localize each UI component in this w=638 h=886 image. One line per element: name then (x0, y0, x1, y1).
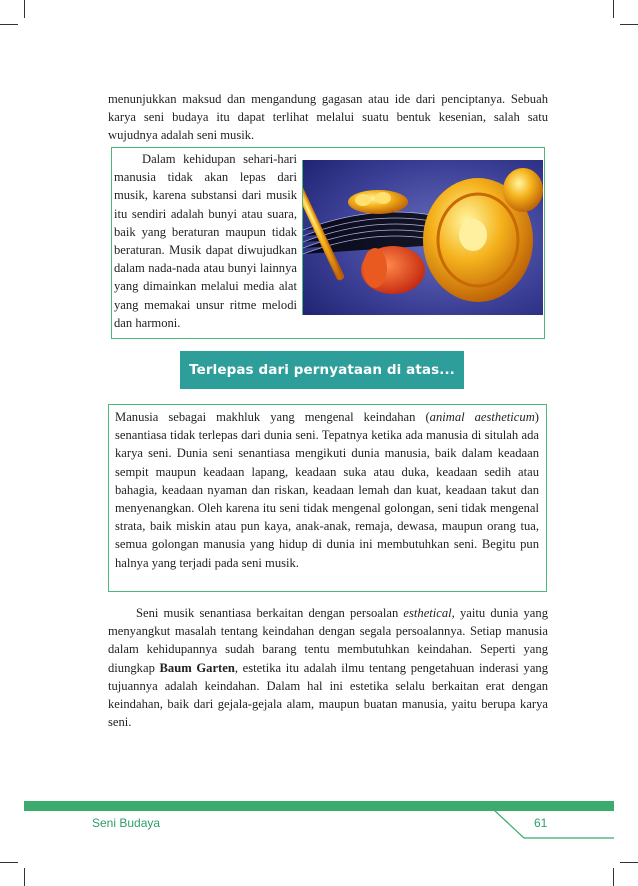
instruments-image (302, 160, 543, 315)
quote-italic-term: animal aestheticum (429, 410, 535, 424)
section-banner: Terlepas dari pernyataan di atas... (180, 351, 464, 389)
crop-mark (613, 868, 614, 886)
closing-bold-name: Baum Garten (159, 660, 235, 675)
crop-mark (620, 24, 638, 25)
page-number: 61 (534, 816, 548, 830)
closing-text-3: , estetika itu adalah ilmu tentang pengetahuan inderasi yang tujuannya adalah keindahan. Dalam hal ini estetika selalu berkaitan erat dengan keindahan, baik dari gejala-gejala alam, maupun buatan manusia, yaitu berupa karya seni. (108, 660, 548, 730)
quote-box (108, 404, 547, 592)
closing-paragraph (108, 604, 548, 731)
quote-box-text (115, 408, 539, 572)
quote-text-before: Manusia sebagai makhluk yang mengenal keindahan ( (115, 410, 430, 424)
quote-text-after: ) senantiasa tidak terlepas dari dunia seni. Tepatnya ketika ada manusia di situlah ada karya seni. Dunia seni senantiasa mengikuti dunia manusia, baik dalam keadaan sempit maupun keadaan lapang, keadaan suka atau duka, keadaan sedih atau bahagia, keadaan nyaman dan riskan, keadaan lemah dan kuat, keadaan takut dan menyenangkan. Oleh karena itu seni tidak mengenal golongan, seni tidak mengenal strata, baik miskin atau pun kaya, anak-anak, remaja, dewasa, maupun orang tua, semua golongan manusia yang hidup di dunia ini membutuhkan seni. Begitu pun halnya yang terjadi pada seni musik. (115, 410, 539, 570)
crop-mark (24, 0, 25, 18)
closing-italic-term: esthetical, (403, 606, 455, 620)
crop-mark (24, 868, 25, 886)
closing-text-1: Seni musik senantiasa berkaitan dengan persoalan (136, 606, 404, 620)
info-box (111, 147, 545, 339)
crop-mark (613, 0, 614, 18)
crop-mark (0, 862, 18, 863)
footer-book-title: Seni Budaya (92, 816, 161, 830)
crop-mark (0, 24, 18, 25)
intro-paragraph: menunjukkan maksud dan mengandung gagasan atau ide dari penciptanya. Sebuah karya seni budaya itu dapat terlihat melalui suatu bentuk kesenian, salah satu wujudnya adalah seni musik. (108, 92, 548, 143)
closing-text-2: yaitu dunia yang menyangkut masalah tentang keindahan dengan segala persoalannya. Setiap manusia dalam kehidupannya sudah barang tentu membutuhkan keindahan. Seperti yang diungkap (108, 606, 548, 675)
info-box-text: Dalam kehidupan sehari-hari manusia tidak akan lepas dari musik, karena substansi dari musik itu sendiri adalah bunyi atau suara, baik yang beraturan maupun tidak beraturan. Musik dapat diwujudkan dalam nada-nada atau bunyi lainnya yang dimainkan melalui media alat yang memakai unsur ritme melodi dan harmoni. (114, 152, 297, 330)
crop-mark (620, 862, 638, 863)
instruments-illustration (303, 160, 543, 315)
